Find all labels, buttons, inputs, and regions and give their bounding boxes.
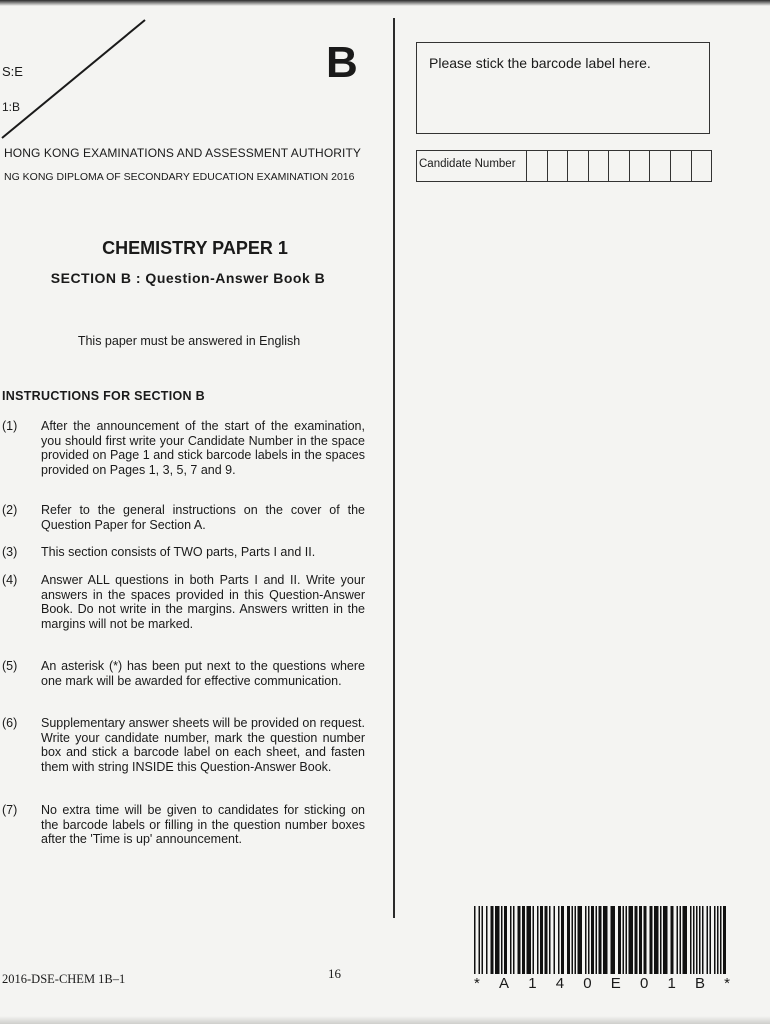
barcode-bar (504, 906, 507, 974)
barcode-bar (677, 906, 679, 974)
barcode-bar (558, 906, 560, 974)
barcode-bar (707, 906, 709, 974)
barcode-bar (572, 906, 574, 974)
barcode-image (474, 906, 730, 974)
candidate-number-cell[interactable] (692, 151, 712, 181)
instruction-number: (4) (2, 573, 18, 587)
candidate-number-cell[interactable] (568, 151, 589, 181)
barcode-bar (585, 906, 587, 974)
instruction-text: Answer ALL questions in both Parts I and II. Write your answers in the spaces provided in this Question-Answer Book. Do not write in the margins. Answers written in the margins will not be marked. (41, 573, 365, 631)
candidate-number-cell[interactable] (589, 151, 610, 181)
instruction-text: Supplementary answer sheets will be provided on request. Write your candidate number, mark the question number box and stick a barcode label on each sheet, and fasten them with string INSIDE this Question-Answer Book. (41, 716, 365, 774)
barcode-bar (635, 906, 638, 974)
barcode-bar (693, 906, 695, 974)
barcode-bar (533, 906, 535, 974)
paper-code-label: 1:B (2, 100, 21, 114)
barcode-bar (611, 906, 616, 974)
barcode-bar (723, 906, 726, 974)
barcode-bar (540, 906, 543, 974)
candidate-number-cell[interactable] (630, 151, 651, 181)
barcode-bar (518, 906, 521, 974)
barcode-bar (720, 906, 722, 974)
barcode-bar (491, 906, 494, 974)
page-number: 16 (328, 966, 341, 981)
barcode-bar (603, 906, 608, 974)
instruction-number: (3) (2, 545, 18, 559)
instruction-text: An asterisk (*) has been put next to the questions where one mark will be awarded for effective communication. (41, 659, 365, 688)
barcode-bar (486, 906, 488, 974)
corner-diagonal-line (0, 0, 160, 150)
instruction-number: (7) (2, 803, 18, 817)
language-note: This paper must be answered in English (77, 334, 301, 348)
candidate-number-box (416, 150, 712, 182)
barcode-bar (522, 906, 525, 974)
barcode-bar (717, 906, 719, 974)
barcode-bar (513, 906, 515, 974)
barcode-bar (644, 906, 647, 974)
barcode-bar (660, 906, 662, 974)
instruction-number: (1) (2, 419, 18, 433)
barcode-bar (495, 906, 500, 974)
barcode-bar (714, 906, 716, 974)
barcode-bar (710, 906, 712, 974)
barcode-bar (639, 906, 642, 974)
barcode-char: A (499, 975, 510, 992)
paper-subtitle: SECTION B : Question-Answer Book B (50, 270, 326, 286)
barcode-bar (591, 906, 594, 974)
barcode-char: 0 (639, 975, 649, 992)
barcode-char: 4 (555, 975, 565, 992)
barcode-char: * (724, 975, 730, 992)
barcode-bar (650, 906, 653, 974)
paper-footer-code: 2016-DSE-CHEM 1B–1 (2, 972, 126, 986)
instruction-text: This section consists of TWO parts, Parts I and II. (41, 545, 316, 559)
barcode-bar (549, 906, 551, 974)
candidate-number-cell[interactable] (548, 151, 569, 181)
barcode-bar (654, 906, 659, 974)
barcode-bar (482, 906, 484, 974)
candidate-number-label: Candidate Number (417, 151, 527, 181)
barcode-bar (596, 906, 598, 974)
barcode-char: E (610, 975, 621, 992)
barcode-char: 0 (583, 975, 592, 992)
barcode-bar (696, 906, 698, 974)
barcode-label-box (416, 42, 710, 134)
barcode-bar (567, 906, 570, 974)
barcode-bar (671, 906, 674, 974)
barcode-label-instruction: Please stick the barcode label here. (429, 55, 651, 71)
barcode-bar (575, 906, 577, 974)
section-letter: B (326, 38, 358, 87)
candidate-number-cell[interactable] (671, 151, 692, 181)
barcode-bar (629, 906, 634, 974)
barcode-bar (578, 906, 583, 974)
instruction-text: Refer to the general instructions on the cover of the Question Paper for Section A. (41, 503, 365, 532)
instruction-text: After the announcement of the start of the examination, you should first write your Candidate Number in the space provided on Page 1 and stick barcode labels in the spaces provided on Pages 1, 3, 5, 7 and 9. (41, 419, 365, 477)
candidate-number-cell[interactable] (650, 151, 671, 181)
barcode-char: 1 (667, 975, 676, 992)
instruction-number: (5) (2, 659, 18, 673)
vertical-divider (393, 18, 395, 918)
barcode-bar (561, 906, 564, 974)
paper-title: CHEMISTRY PAPER 1 (102, 238, 288, 258)
authority-name: HONG KONG EXAMINATIONS AND ASSESSMENT AUTHORITY (4, 146, 361, 160)
barcode-bar (599, 906, 602, 974)
barcode-char: 1 (528, 975, 537, 992)
barcode-bar (501, 906, 503, 974)
barcode-bar (545, 906, 548, 974)
barcode-bar (588, 906, 590, 974)
barcode-bar (510, 906, 512, 974)
barcode-bar (474, 906, 476, 974)
instruction-number: (2) (2, 503, 18, 517)
sie-label: S:E (2, 64, 23, 79)
exam-name: NG KONG DIPLOMA OF SECONDARY EDUCATION EXAMINATION 2016 (4, 171, 355, 183)
barcode-bar (663, 906, 668, 974)
barcode-bar (702, 906, 704, 974)
instruction-text: No extra time will be given to candidates for sticking on the barcode labels or filling in the question number boxes after the 'Time is up' announcement. (41, 803, 365, 846)
candidate-number-cell[interactable] (609, 151, 630, 181)
barcode-bar (680, 906, 682, 974)
barcode-bar (690, 906, 692, 974)
candidate-number-cell[interactable] (527, 151, 548, 181)
barcode-char: * (474, 975, 480, 992)
barcode-bar (683, 906, 688, 974)
barcode-bar (527, 906, 532, 974)
instructions-heading: INSTRUCTIONS FOR SECTION B (2, 389, 205, 403)
barcode-bar (554, 906, 556, 974)
barcode-bar (626, 906, 628, 974)
barcode-char: B (694, 975, 705, 992)
barcode-bar (699, 906, 701, 974)
barcode-text (474, 975, 730, 992)
scan-bottom-edge (0, 1016, 770, 1024)
instruction-number: (6) (2, 716, 18, 730)
barcode-bar (618, 906, 621, 974)
barcode-bar (537, 906, 539, 974)
barcode-bar (479, 906, 481, 974)
barcode-bar (623, 906, 625, 974)
